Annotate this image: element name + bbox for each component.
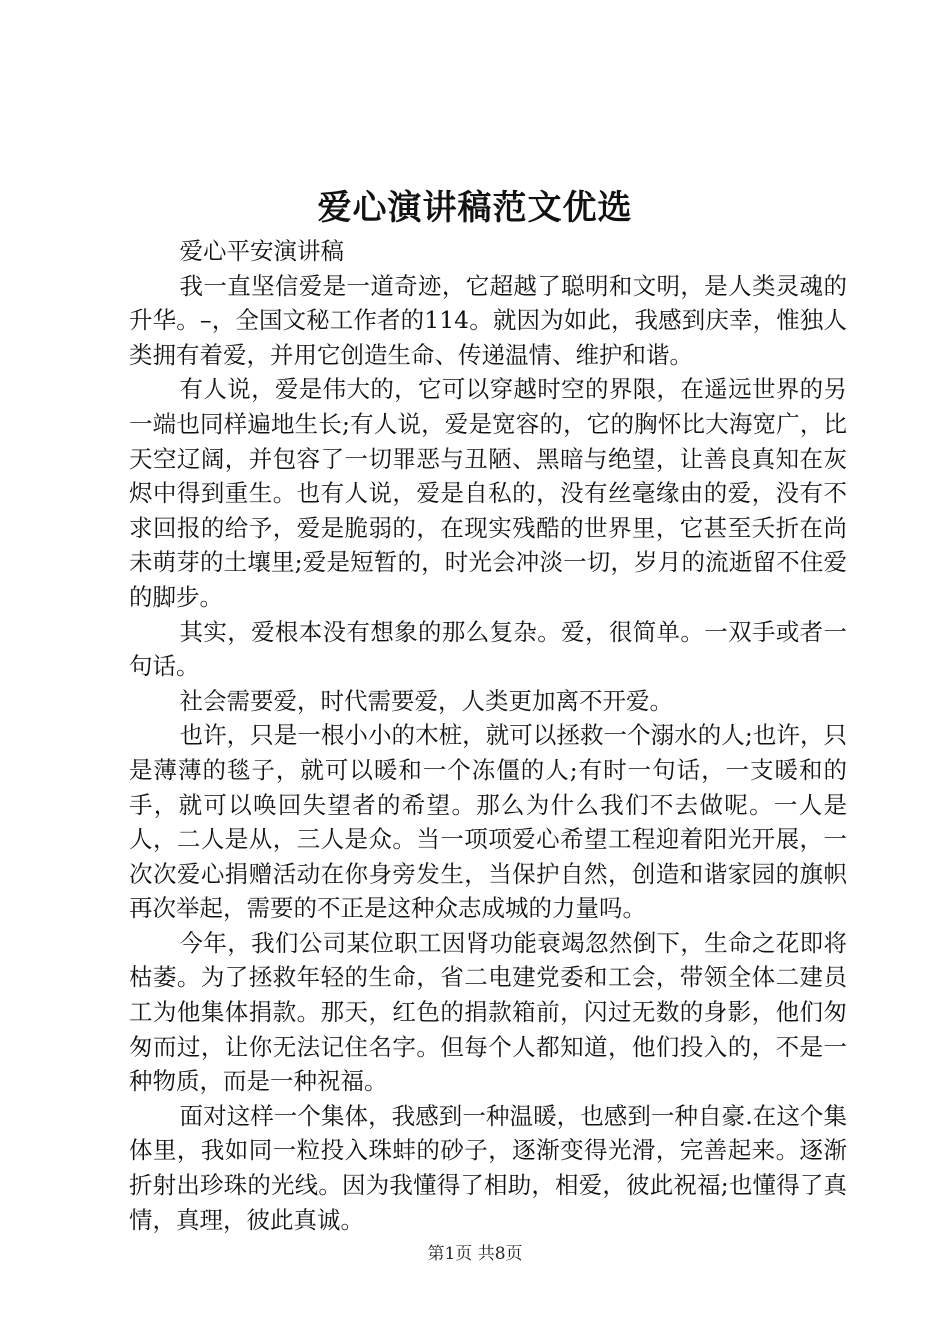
paragraph-subtitle: 爱心平安演讲稿 [179, 237, 345, 265]
page-footer: 第1页 共8页 [427, 1244, 523, 1264]
paragraph: 我一直坚信爱是一道奇迹，它超越了聪明和文明，是人类灵魂的升华。–，全国文秘工作者的114。就因为如此，我感到庆幸，惟独人类拥有着爱，并用它创造生命、传递温情、维护和谐。 [129, 271, 847, 369]
paragraph: 面对这样一个集体，我感到一种温暖，也感到一种自豪.在这个集体里，我如同一粒投入珠蚌的砂子，逐渐变得光滑，完善起来。逐渐折射出珍珠的光线。因为我懂得了相助，相爱，彼此祝福;也懂得了真情，真理，彼此真诚。 [129, 1101, 847, 1234]
paragraph: 今年，我们公司某位职工因肾功能衰竭忽然倒下，生命之花即将枯萎。为了拯救年轻的生命，省二电建党委和工会，带领全体二建员工为他集体捐款。那天，红色的捐款箱前，闪过无数的身影，他们匆匆而过，让你无法记住名字。但每个人都知道，他们投入的，不是一种物质，而是一种祝福。 [129, 928, 847, 1096]
paragraph: 其实，爱根本没有想象的那么复杂。爱，很简单。一双手或者一句话。 [129, 617, 847, 681]
document-body [129, 234, 847, 1237]
paragraph: 社会需要爱，时代需要爱，人类更加离不开爱。 [179, 686, 674, 715]
document-title: 爱心演讲稿范文优选 [317, 188, 633, 228]
paragraph: 也许，只是一根小小的木桩，就可以拯救一个溺水的人;也许，只是薄薄的毯子，就可以暖和一个冻僵的人;有时一句话，一支暖和的手，就可以唤回失望者的希望。那么为什么我们不去做呢。一人是人，二人是从，三人是众。当一项项爱心希望工程迎着阳光开展，一次次爱心捐赠活动在你身旁发生，当保护自然，创造和谐家园的旗帜再次举起，需要的不正是这种众志成城的力量吗。 [129, 721, 847, 923]
paragraph: 有人说，爱是伟大的，它可以穿越时空的界限，在遥远世界的另一端也同样遍地生长;有人说，爱是宽容的，它的胸怀比大海宽广，比天空辽阔，并包容了一切罪恶与丑陋、黑暗与绝望，让善良真知在灰烬中得到重生。也有人说，爱是自私的，没有丝毫缘由的爱，没有不求回报的给予，爱是脆弱的，在现实残酷的世界里，它甚至夭折在尚未萌芽的土壤里;爱是短暂的，时光会冲淡一切，岁月的流逝留不住爱的脚步。 [129, 375, 847, 611]
